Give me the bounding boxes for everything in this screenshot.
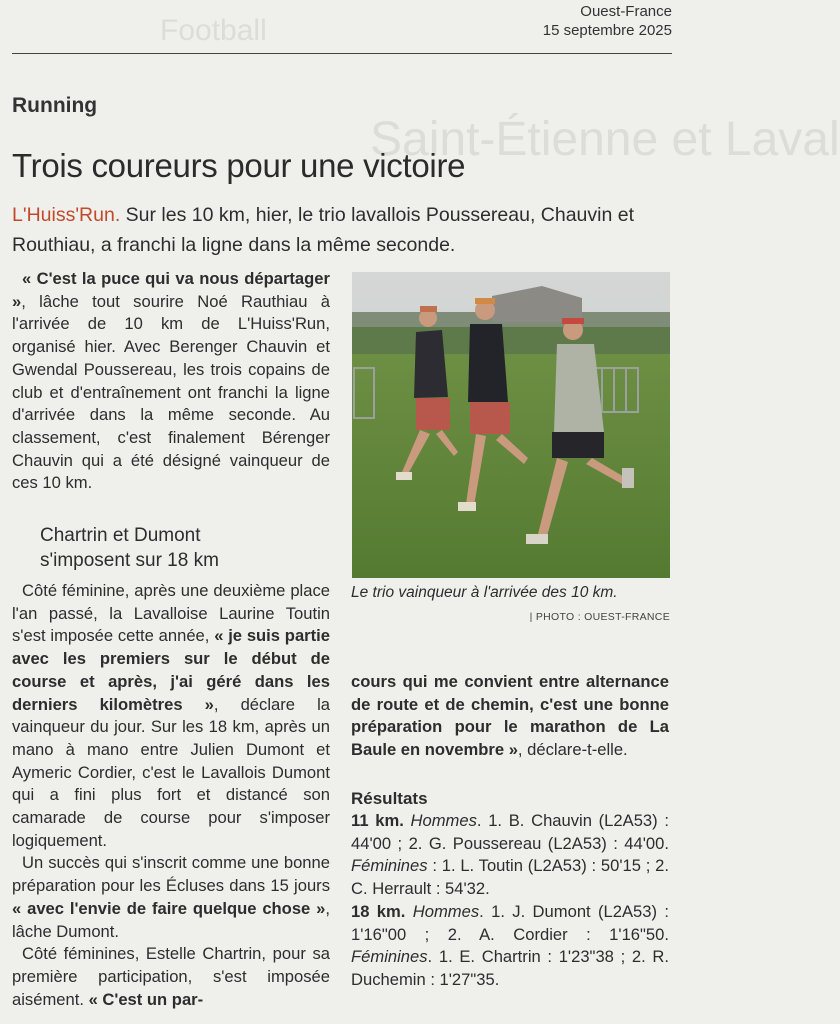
body2-segment-1: « avec l'envie de faire quelque chose » [12,898,326,918]
body4-segment-1: , déclare-t-elle. [517,740,628,760]
subheading: Chartrin et Dumont s'imposent sur 18 km [40,525,219,571]
intro-segment-0: « C'est la puce qui va nous départager » [12,269,330,311]
article-body-column-2 [351,671,669,762]
body-paragraph-3 [12,943,330,1011]
body2-segment-2: , lâche Dumont. [12,898,330,941]
result-segment: 11 km. [351,811,404,830]
result-segment: . 1. B. Chauvin (L2A53) : 44'00 ; 2. G. Poussereau (L2A53) : 44'00. [351,811,669,853]
article-body-column-1 [12,580,330,1011]
result-segment: . 1. J. Dumont (L2A53) : 1'16"00 ; 2. A. Cordier : 1'16"50. [351,901,669,944]
intro-text [12,268,330,495]
intro-paragraph [12,268,330,495]
results-block [351,810,669,992]
body-paragraph-2 [12,852,330,943]
intro-segment-1: , lâche tout sourire Noé Rauthiau à l'arrivée de 10 km de L'Huiss'Run, organisé hier. Avec Berenger Chauvin et Gwendal Poussereau, les trois copains de club et d'entraînement ont franchi la ligne d'arrivée dans la même seconde. Au classement, c'est finalement Bérenger Chauvin qui a été désigné vainqueur de ces 10 km. [12,291,330,493]
result-segment [405,902,412,921]
body-paragraph-1 [12,580,330,852]
article-photo [352,272,670,578]
results-heading: Résultats [351,789,428,808]
photo-credit: | PHOTO : OUEST-FRANCE [529,611,670,623]
lead-tag: L'Huiss'Run. [12,204,121,226]
result-segment: Hommes [412,901,480,921]
newspaper-name: Ouest-France [580,3,672,20]
body3-segment-1: « C'est un par- [88,989,204,1009]
article-title: Trois coureurs pour une victoire [12,147,466,184]
result-segment: Féminines [351,947,428,967]
lead-text: Sur les 10 km, hier, le trio lavallois Poussereau, Chauvin et Routhiau, a franchi la ligne dans la même seconde. [12,204,635,256]
header-rule [12,53,672,54]
result-segment: Hommes [410,811,477,830]
result-segment [404,811,411,830]
newspaper-date: 15 septembre 2025 [542,22,672,39]
results-11km [351,810,669,901]
newspaper-header [543,2,672,40]
runners-photo-illustration [352,272,670,578]
body1-segment-0: Côté féminine, après une deuxième place l'an passé, la Lavalloise Laurine Toutin s'est imposée cette année, [12,581,330,646]
body2-segment-0: Un succès qui s'inscrit comme une bonne préparation pour les Écluses dans 15 jours [12,853,330,896]
article-lead [12,200,652,260]
body3-segment-0: Côté féminines, Estelle Chartrin, pour sa première participation, s'est imposée aisément. [12,944,330,1009]
result-segment: 18 km. [351,901,406,921]
result-segment: : 1. L. Toutin (L2A53) : 50'15 ; 2. C. Herrault : 54'32. [351,856,669,899]
result-segment: Féminines [351,856,428,876]
result-segment: . 1. E. Chartrin : 1'23"38 ; 2. R. Duchemin : 1'27"35. [351,947,669,989]
body1-segment-2: , déclare la vainqueur du jour. Sur les 18 km, après un mano à mano entre Julien Dumont et Aymeric Cordier, c'est le Lavallois Dumont qui a fini plus fort et distancé son camarade de course pour s'imposer logiquement. [12,694,330,850]
photo-caption: Le trio vainqueur à l'arrivée des 10 km. [351,584,618,601]
body1-segment-1: « je suis partie avec les premiers sur le début de course et après, j'ai géré dans les derniers kilomètres » [12,626,330,714]
body4-segment-0: cours qui me convient entre alternance de route et de chemin, c'est une bonne préparation pour le marathon de La Baule en novembre » [351,672,669,760]
section-label: Running [12,94,98,117]
body-paragraph-4 [351,671,669,762]
results-18km [351,901,669,992]
